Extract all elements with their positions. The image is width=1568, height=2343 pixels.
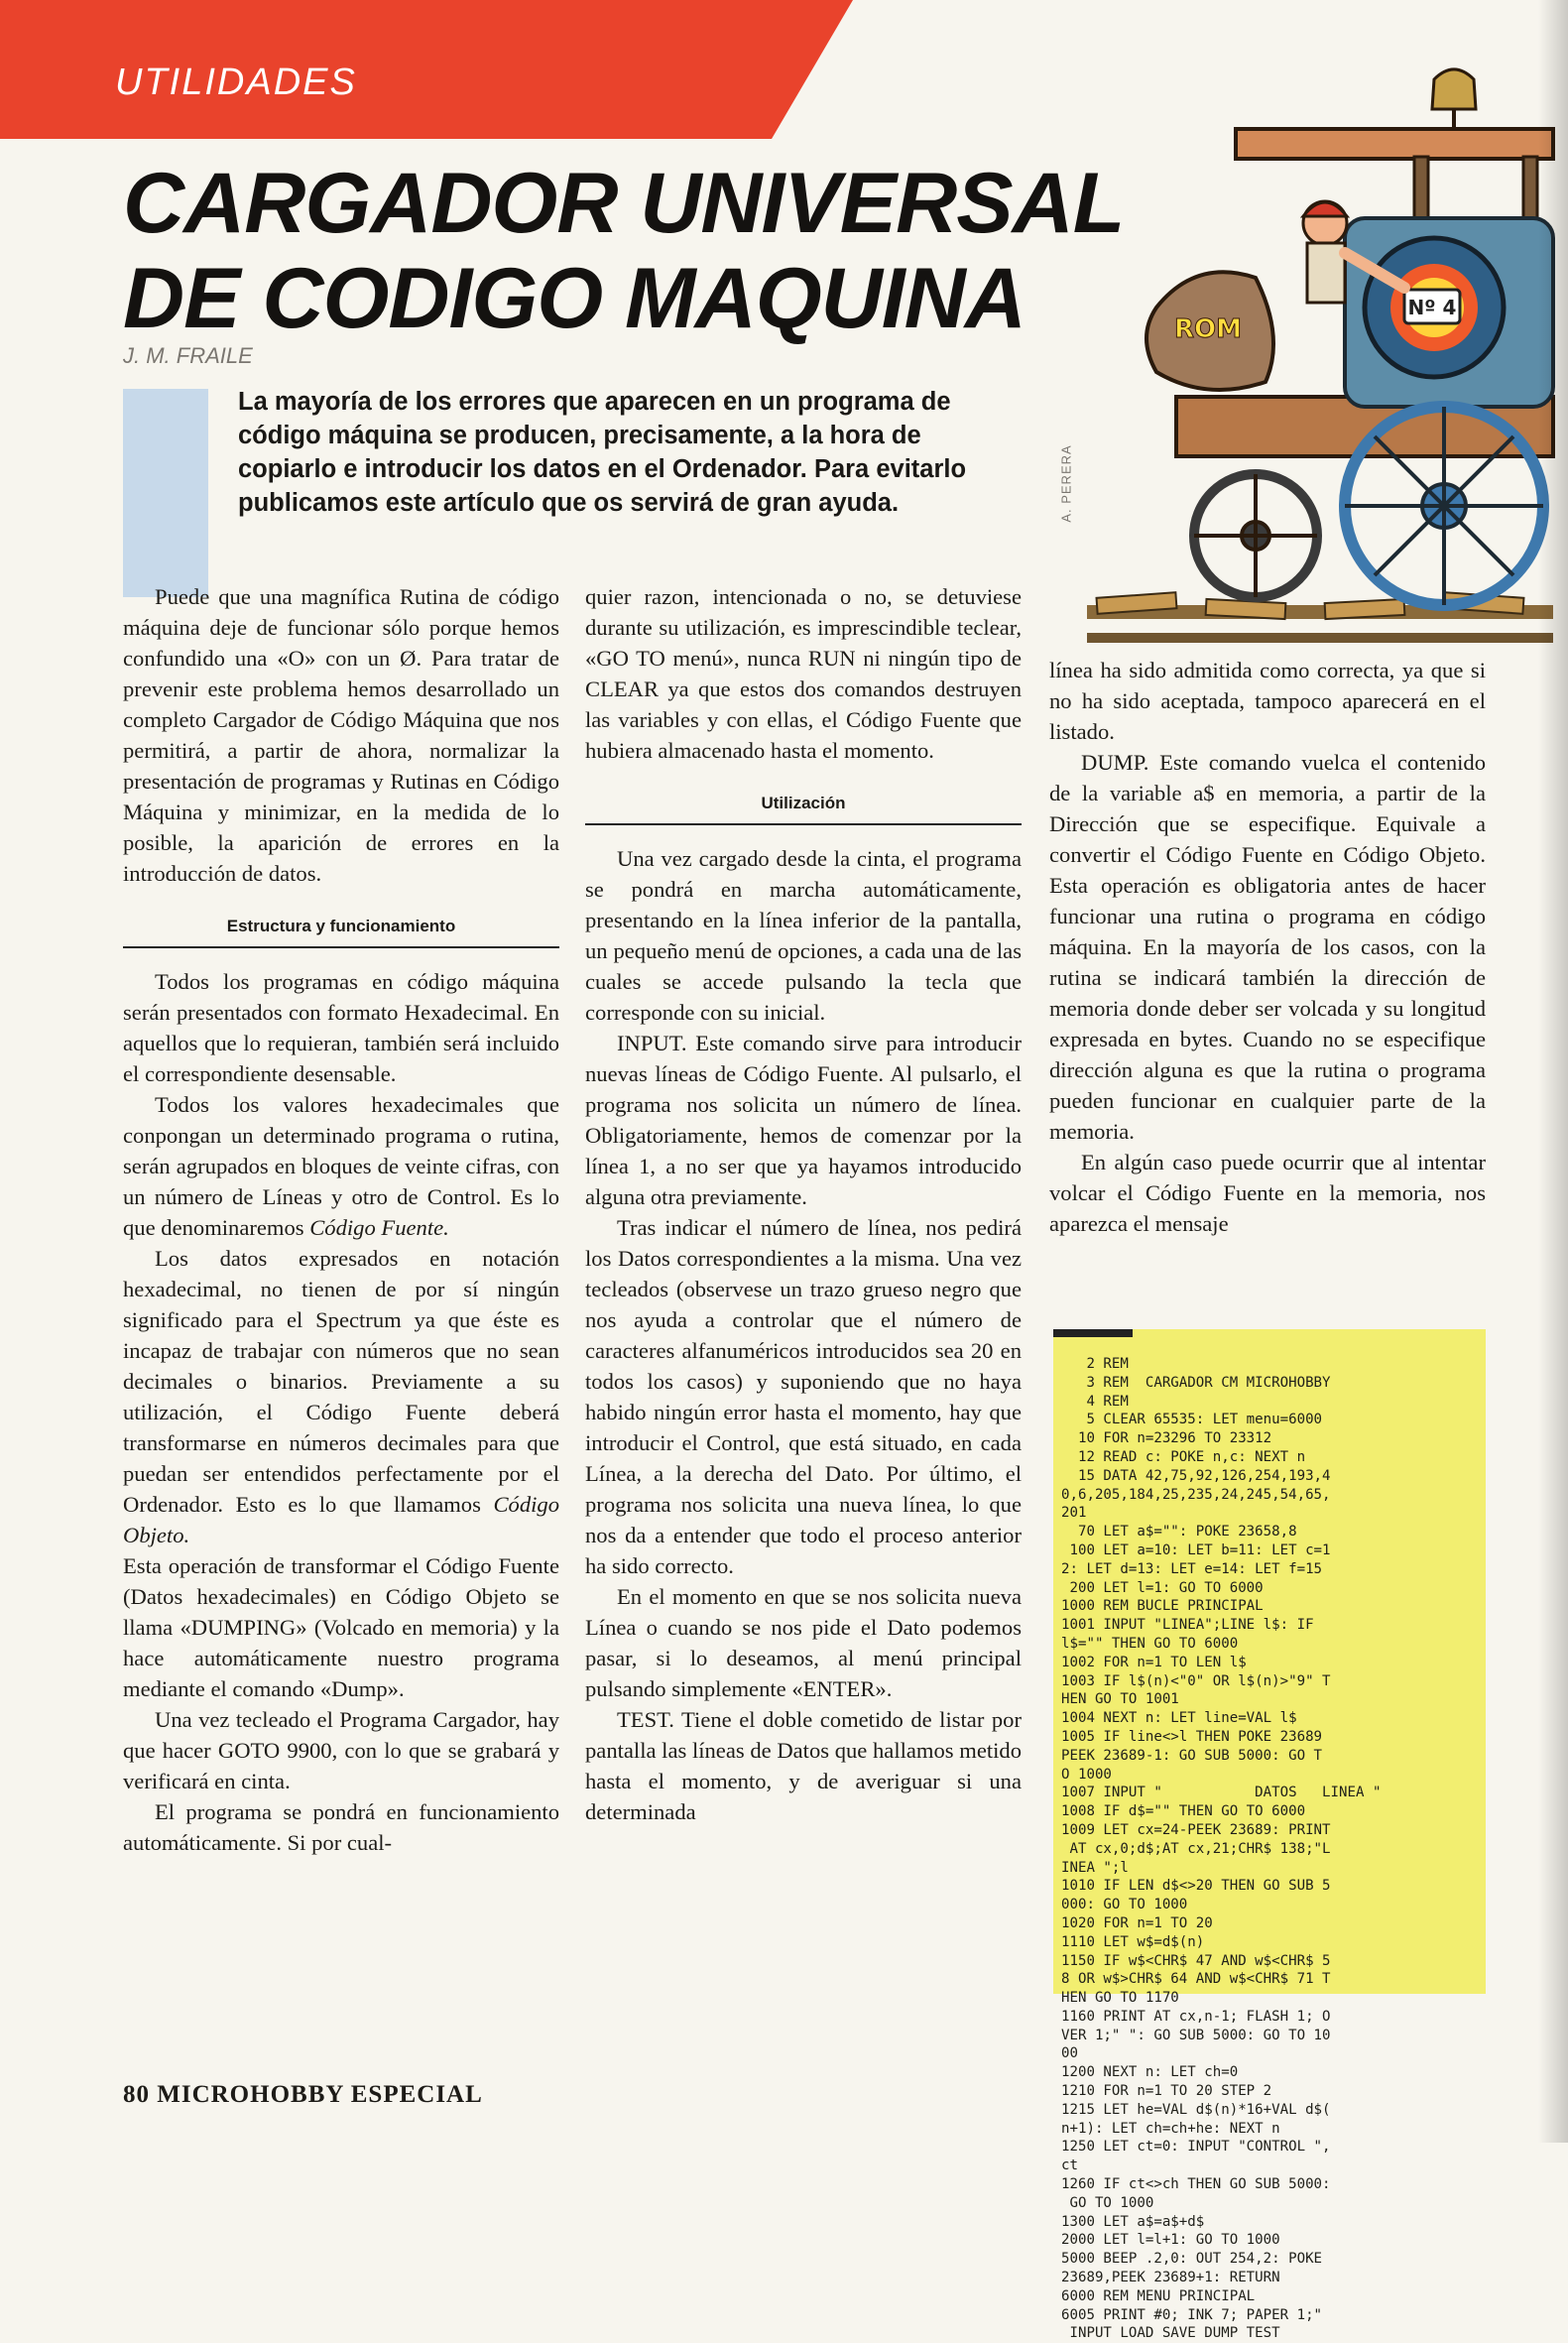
bell (1432, 69, 1476, 129)
paragraph: Puede que una magnífica Rutina de código máquina deje de funcionar sólo porque hemos confundido una «O» con un Ø. Para tratar de prevenir este problema hemos desarrollado un completo Cargador de Código Máquina que nos permitirá, a partir de ahora, normalizar la presentación de programas y Rutinas en Código Máquina y minimizar, en la medida de lo posible, la aparición de errores en la introducción de datos. (123, 584, 559, 886)
paragraph: Una vez tecleado el Programa Cargador, hay que hacer GOTO 9900, con lo que se grabará y verificará en cinta. (123, 1707, 559, 1793)
locomotive-sign: Nº 4 (1407, 296, 1457, 319)
paragraph: quier razon, intencionada o no, se detuviese durante su utilización, es imprescindible teclear, «GO TO menú», nunca RUN ni ningún tipo de CLEAR ya que estos dos comandos destruyen las variables y con ellas, el Código Fuente que hubiera almacenado hasta el momento. (585, 584, 1022, 763)
paragraph: Los datos expresados en notación hexadecimal, no tienen de por sí ningún significado para el Spectrum ya que éste es incapaz de trabajar con números que no sean decimales o binarios. Previamente a su utilización, el Código Fuente deberá transformarse en números decimales para que puedan ser entendidos perfectamente por el Ordenador. Esto es lo que llamamos Código Objeto. (123, 1246, 559, 1547)
basic-program-listing (1053, 1329, 1486, 2342)
section-label: UTILIDADES (115, 62, 357, 103)
paragraph: Todos los valores hexadecimales que conpongan un determinado programa o rutina, serán agrupados en bloques de veinte cifras, con un número de Líneas y otro de Control. Es lo que denominaremos Código Fuente. (123, 1092, 559, 1240)
paragraph: Tras indicar el número de línea, nos pedirá los Datos correspondientes a la misma. Una vez tecleados (observese un trazo grueso negro que nos ayuda a controlar que el número de caracteres alfanuméricos introducidos sea 20 en todos los casos) y suponiendo que no haya habido ningún error hasta el momento, hay que introducir el Control, que está situado, en cada Línea, a la derecha del Dato. Por último, el programa nos solicita una nueva línea, lo que nos da a entender que todo el proceso anterior ha sido correcto. (585, 1215, 1022, 1578)
drive-wheel (1345, 407, 1543, 605)
article-column-1 (123, 581, 559, 1858)
article-title-line2: DE CODIGO MAQUINA (123, 251, 1025, 346)
article-column-3 (1049, 655, 1486, 1239)
listing-top-bar (1053, 1329, 1133, 1337)
cab-roof (1236, 129, 1553, 159)
locomotive-illustration (1087, 40, 1553, 665)
paragraph: INPUT. Este comando sirve para introducir nuevas líneas de Código Fuente. Al pulsarlo, el programa nos solicita un número de línea. Obligatoriamente, hemos de comenzar por la línea 1, a no ser que ya hayamos introducido alguna otra previamente. (585, 1031, 1022, 1209)
page-footer: 80 MICROHOBBY ESPECIAL (123, 2081, 483, 2108)
subheading-utilizacion (585, 792, 1022, 825)
subheading-estructura (123, 915, 559, 948)
paragraph: TEST. Tiene el doble cometido de listar por pantalla las líneas de Datos que hallamos metido hasta el momento, y de averiguar si una determinada (585, 1707, 1022, 1824)
paragraph: En algún caso puede ocurrir que al intentar volcar el Código Fuente en la memoria, nos aparezca el mensaje (1049, 1150, 1486, 1236)
article-title-line1: CARGADOR UNIVERSAL (123, 156, 1125, 251)
paragraph: Esta operación de transformar el Código Fuente (Datos hexadecimales) en Código Objeto se llama «DUMPING» (Volcado en memoria) y la hace automáticamente nuestro programa mediante el comando «Dump». (123, 1553, 559, 1701)
paragraph: línea ha sido admitida como correcta, ya que si no ha sido aceptada, tampoco aparecerá en el listado. (1049, 658, 1486, 744)
paragraph: En el momento en que se nos solicita nueva Línea o cuando se nos pide el Dato podemos pasar, si lo deseamos, al menú principal pulsando simplemente «ENTER». (585, 1584, 1022, 1701)
subheading-text: Estructura y funcionamiento (226, 917, 456, 935)
paragraph: Una vez cargado desde la cinta, el programa se pondrá en marcha automáticamente, presentando en la línea inferior de la pantalla, un pequeño menú de opciones, a cada una de las cuales se accede pulsando la tecla que corresponde con su inicial. (585, 846, 1022, 1025)
illustrator-credit: A. PERERA (1058, 444, 1074, 523)
listing-code: 2 REM 3 REM CARGADOR CM MICROHOBBY 4 REM 5 CLEAR 65535: LET menu=6000 10 FOR n=23296 TO 23312 12 READ c: POKE n,c: NEXT n 15 DATA 42,75,92,126,254,193,4 0,6,205,184,25,235,24,245,54,65, 201 70 LET a$="": POKE 23658,8 100 LET a=10: LET b=11: LET c=1 2: LET d=13: LET e=14: LET f=15 200 LET l=1: GO TO 6000 1000 REM BUCLE PRINCIPAL 1001 INPUT "LINEA";LINE l$: IF l$="" THEN GO TO 6000 1002 FOR n=1 TO LEN l$ 1003 IF l$(n)<"0" OR l$(n)>"9" T HEN GO TO 1001 1004 NEXT n: LET line=VAL l$ 1005 IF line<>l THEN POKE 23689 PEEK 23689-1: GO SUB 5000: GO T O 1000 1007 INPUT " DATOS LINEA " 1008 IF d$="" THEN GO TO 6000 1009 LET cx=24-PEEK 23689: PRINT AT cx,0;d$;AT cx,21;CHR$ 138;"L INEA ";l 1010 IF LEN d$<>20 THEN GO SUB 5 000: GO TO 1000 1020 FOR n=1 TO 20 1110 LET w$=d$(n) 1150 IF w$<CHR$ 47 AND w$<CHR$ 5 8 OR w$>CHR$ 64 AND w$<CHR$ 71 T HEN GO TO 1170 1160 PRINT AT cx,n-1; FLASH 1; O VER 1;" ": GO SUB 5000: GO TO 10 00 1200 NEXT n: LET ch=0 1210 FOR n=1 TO 20 STEP 2 1215 LET he=VAL d$(n)*16+VAL d$( n+1): LET ch=ch+he: NEXT n 1250 LET ct=0: INPUT "CONTROL ", ct 1260 IF ct<>ch THEN GO SUB 5000: GO TO 1000 1300 LET a$=a$+d$ 2000 LET l=l+1: GO TO 1000 5000 BEEP .2,0: OUT 254,2: POKE 23689,PEEK 23689+1: RETURN 6000 REM MENU PRINCIPAL 6005 PRINT #0; INK 7; PAPER 1;" INPUT LOAD SAVE DUMP TEST (1061, 1356, 1382, 2342)
page-gutter-shadow (1538, 0, 1568, 2143)
lead-paragraph: La mayoría de los errores que aparecen en un programa de código máquina se producen, precisamente, a la hora de copiarlo e introducir los datos en el Ordenador. Para evitarlo publicamos este artículo que os servirá de gran ayuda. (238, 388, 967, 517)
paragraph: DUMP. Este comando vuelca el contenido de la variable a$ en memoria, a partir de la Dirección que se especifique. Equivale a convertir el Código Fuente en Código Objeto. Esta operación es obligatoria antes de hacer funcionar una rutina o programa en código máquina. En la mayoría de los casos, con la rutina se indicará también la dirección de memoria donde deber ser volcada y su longitud expresada en bytes. Cuando no se especifique dirección alguna es que la rutina o programa pueden funcionar en cualquier parte de la memoria. (1049, 750, 1486, 1144)
lead-accent-box (123, 389, 208, 597)
sack-label: ROM (1174, 314, 1242, 344)
paragraph: El programa se pondrá en funcionamiento automáticamente. Si por cual- (123, 1799, 559, 1855)
front-wheel (1194, 474, 1317, 597)
article-column-2 (585, 581, 1022, 1827)
subheading-text: Utilización (761, 794, 846, 812)
author-byline: J. M. FRAILE (123, 343, 253, 368)
paragraph: Todos los programas en código máquina serán presentados con formato Hexadecimal. En aquellos que lo requieran, también será incluido el correspondiente desensable. (123, 969, 559, 1086)
